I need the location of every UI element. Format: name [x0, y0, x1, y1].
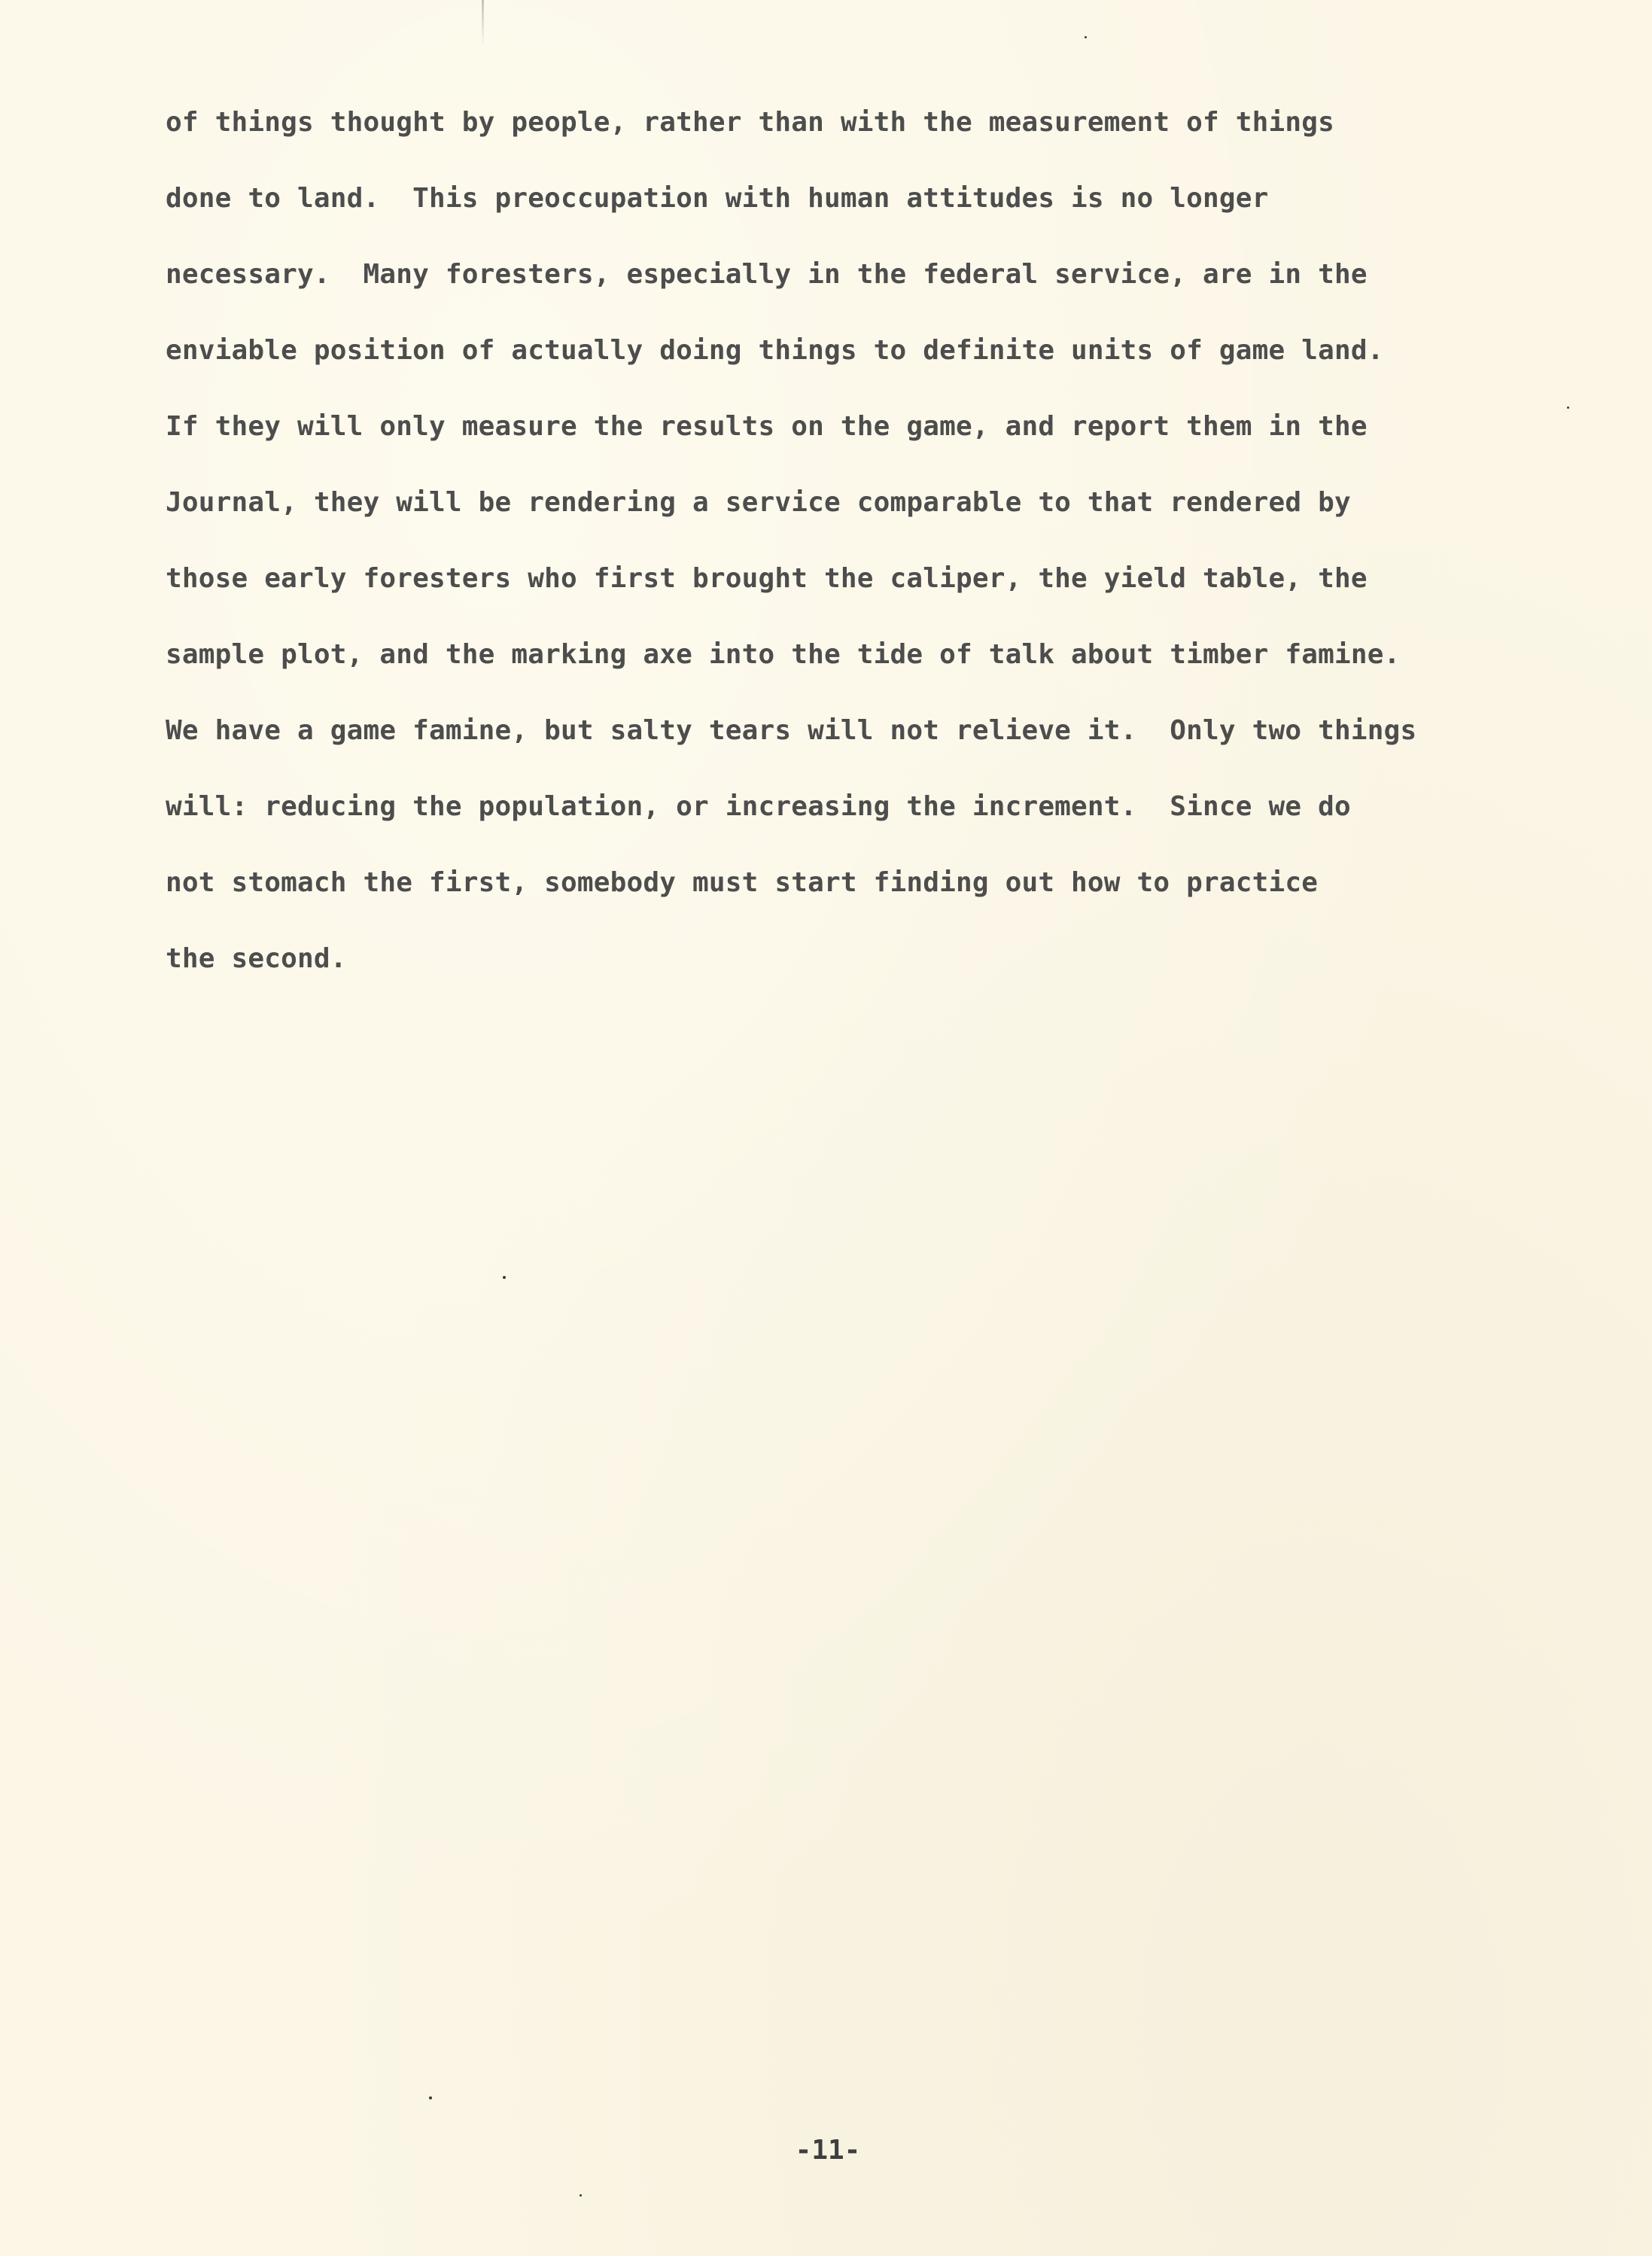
text-line: the second. [166, 943, 347, 974]
text-line: necessary. Many foresters, especially in the federal service, are in the [166, 259, 1368, 290]
text-line: We have a game famine, but salty tears will not relieve it. Only two things [166, 715, 1417, 746]
paper-crease-mark [482, 0, 484, 45]
text-line: will: reducing the population, or increasing the increment. Since we do [166, 791, 1351, 822]
text-line: not stomach the first, somebody must start finding out how to practice [166, 867, 1319, 898]
ink-speck [1085, 36, 1087, 38]
text-line: If they will only measure the results on the game, and report them in the [166, 411, 1368, 442]
ink-speck [1567, 406, 1569, 409]
text-line: those early foresters who first brought the caliper, the yield table, the [166, 563, 1368, 594]
text-line: done to land. This preoccupation with human attitudes is no longer [166, 183, 1269, 214]
text-line: sample plot, and the marking axe into the tide of talk about timber famine. [166, 639, 1401, 670]
text-line: Journal, they will be rendering a service comparable to that rendered by [166, 487, 1351, 518]
ink-speck [580, 2194, 582, 2197]
ink-speck [429, 2096, 432, 2099]
text-line: enviable position of actually doing things to definite units of game land. [166, 335, 1384, 366]
page-number: -11- [795, 2135, 861, 2166]
body-paragraph [166, 84, 1626, 997]
text-line: of things thought by people, rather than with the measurement of things [166, 107, 1335, 138]
ink-speck [503, 1276, 506, 1279]
